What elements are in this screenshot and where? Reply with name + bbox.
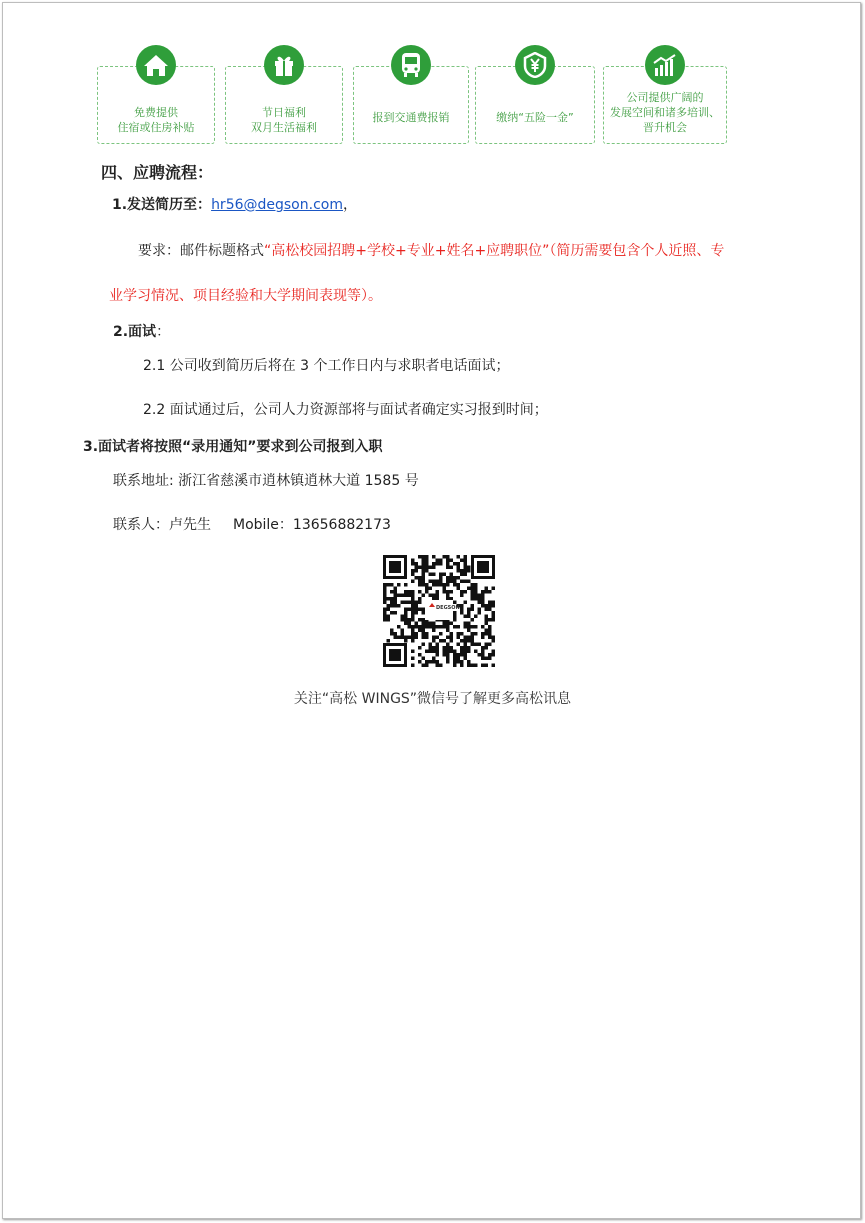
step1-label: 1.发送简历至：: [112, 197, 212, 213]
contact-person: [113, 514, 391, 534]
benefit-transport: [353, 66, 469, 144]
benefit-label: 节日福利 双月生活福利: [251, 106, 317, 134]
section-title: 四、应聘流程：: [101, 163, 214, 182]
benefits-row: [97, 44, 727, 148]
contact-mobile: Mobile：13656882173: [233, 517, 391, 533]
bus-icon: [391, 45, 431, 85]
benefit-insurance: [475, 66, 595, 144]
benefit-festival: [225, 66, 343, 144]
gift-icon: [264, 45, 304, 85]
step3-line: 3.面试者将按照“录用通知”要求到公司报到入职: [83, 439, 383, 455]
requirement-line-2: 业学习情况、项目经验和大学期间表现等）。: [109, 288, 382, 304]
benefit-development: [603, 66, 727, 144]
house-icon: [136, 45, 176, 85]
step2-item-2: 2.2 面试通过后，公司人力资源部将与面试者确定实习报到时间；: [143, 402, 548, 418]
step2-item-1: 2.1 公司收到简历后将在 3 个工作日内与求职者电话面试；: [143, 358, 510, 374]
yuan-shield-icon: [515, 45, 555, 85]
benefit-housing: [97, 66, 215, 144]
step2-colon: ：: [156, 324, 171, 340]
qr-logo-text: DEGSON: [436, 605, 460, 611]
wechat-qr-code: [381, 553, 497, 669]
step1-comma: ，: [342, 197, 357, 213]
benefit-label: 报到交通费报销: [372, 111, 450, 124]
step2-label: 2.面试: [113, 324, 157, 340]
growth-chart-icon: [645, 45, 685, 85]
benefit-label: 免费提供 住宿或住房补贴: [117, 106, 195, 134]
requirement-line-1: [138, 240, 724, 260]
requirement-format: “高松校园招聘+学校+专业+姓名+应聘职位”（简历需要包含个人近照、专: [264, 243, 725, 259]
qr-caption: 关注“高松 WINGS”微信号了解更多高松讯息: [293, 691, 572, 707]
requirement-prefix: 要求：邮件标题格式: [138, 243, 264, 259]
contact-name: 联系人：卢先生: [113, 517, 211, 533]
step2-line: [113, 321, 170, 341]
contact-address: 联系地址: 浙江省慈溪市逍林镇逍林大道 1585 号: [113, 473, 419, 489]
benefit-label: 缴纳“五险一金”: [496, 111, 574, 124]
email-link[interactable]: hr56@degson.com: [211, 197, 343, 213]
benefit-label: 公司提供广阔的 发展空间和诸多培训、 晋升机会: [610, 91, 720, 134]
step1-line: [112, 194, 357, 214]
